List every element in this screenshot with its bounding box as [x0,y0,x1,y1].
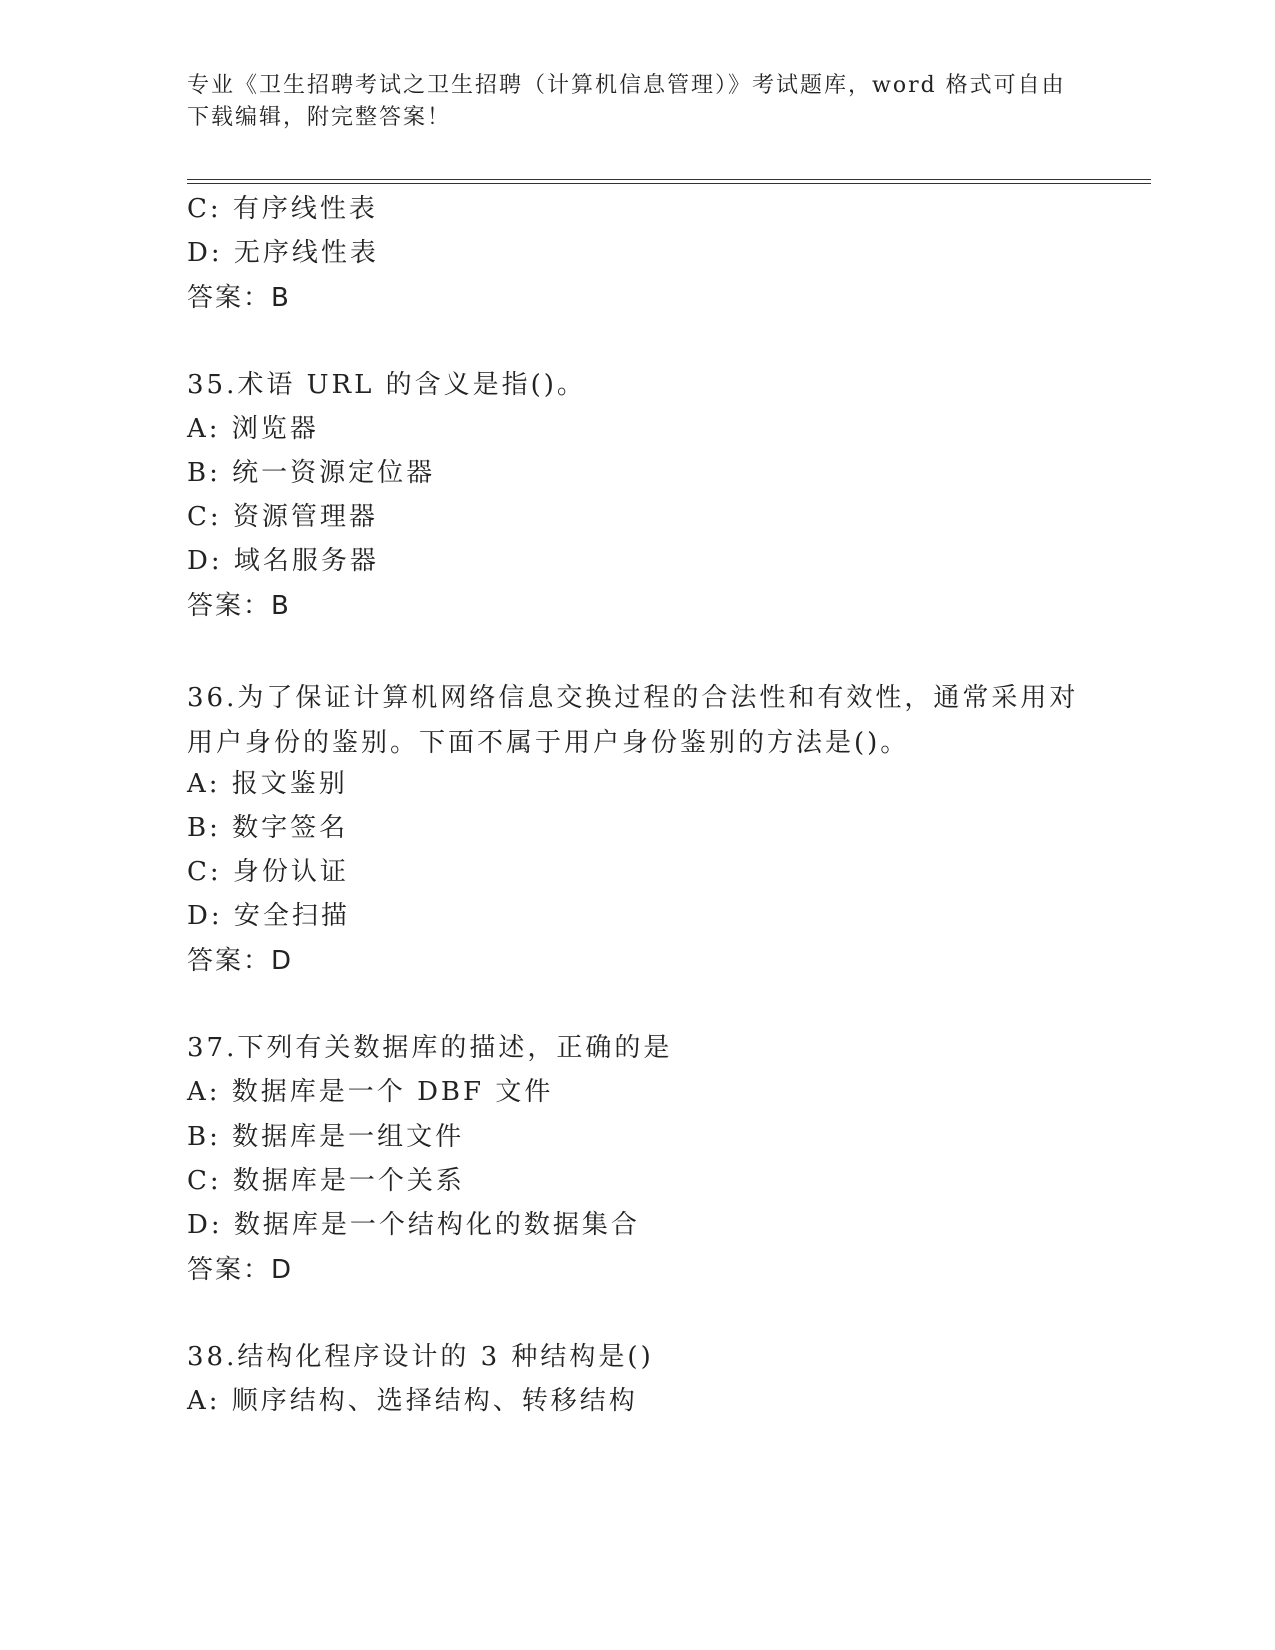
question-38: 38.结构化程序设计的 3 种结构是() [187,1342,654,1372]
question-35-option-d: D: 域名服务器 [187,546,379,576]
header-divider-bottom [187,183,1151,184]
question-35-option-a: A: 浏览器 [187,414,319,444]
answer-line: 答案：B [187,283,291,313]
question-37-answer: 答案：D [187,1255,294,1285]
question-37-option-d: D: 数据库是一个结构化的数据集合 [187,1210,640,1240]
question-37-option-b: B: 数据库是一组文件 [187,1122,465,1152]
document-intro: 专业《卫生招聘考试之卫生招聘（计算机信息管理）》考试题库，word 格式可自由下载编辑，附完整答案！ [187,73,1066,130]
question-36-option-b: B: 数字签名 [187,813,349,843]
option-c: C: 有序线性表 [187,194,378,224]
question-36-answer: 答案：D [187,946,294,976]
question-35-answer: 答案：B [187,591,291,621]
question-36: 36.为了保证计算机网络信息交换过程的合法性和有效性，通常采用对用户身份的鉴别。下面不属于用户身份鉴别的方法是()。 [187,683,1079,758]
question-35-option-b: B: 统一资源定位器 [187,458,436,488]
question-35-option-c: C: 资源管理器 [187,502,378,532]
question-36-option-a: A: 报文鉴别 [187,769,348,799]
question-36-option-d: D: 安全扫描 [187,901,350,931]
header-divider-top [187,179,1151,180]
question-37-option-c: C: 数据库是一个关系 [187,1166,465,1196]
question-36-option-c: C: 身份认证 [187,857,349,887]
question-37: 37.下列有关数据库的描述，正确的是 [187,1033,673,1063]
question-37-option-a: A: 数据库是一个 DBF 文件 [187,1077,554,1107]
question-38-option-a: A: 顺序结构、选择结构、转移结构 [187,1386,638,1416]
option-d: D: 无序线性表 [187,238,379,268]
question-35: 35.术语 URL 的含义是指()。 [187,370,586,400]
